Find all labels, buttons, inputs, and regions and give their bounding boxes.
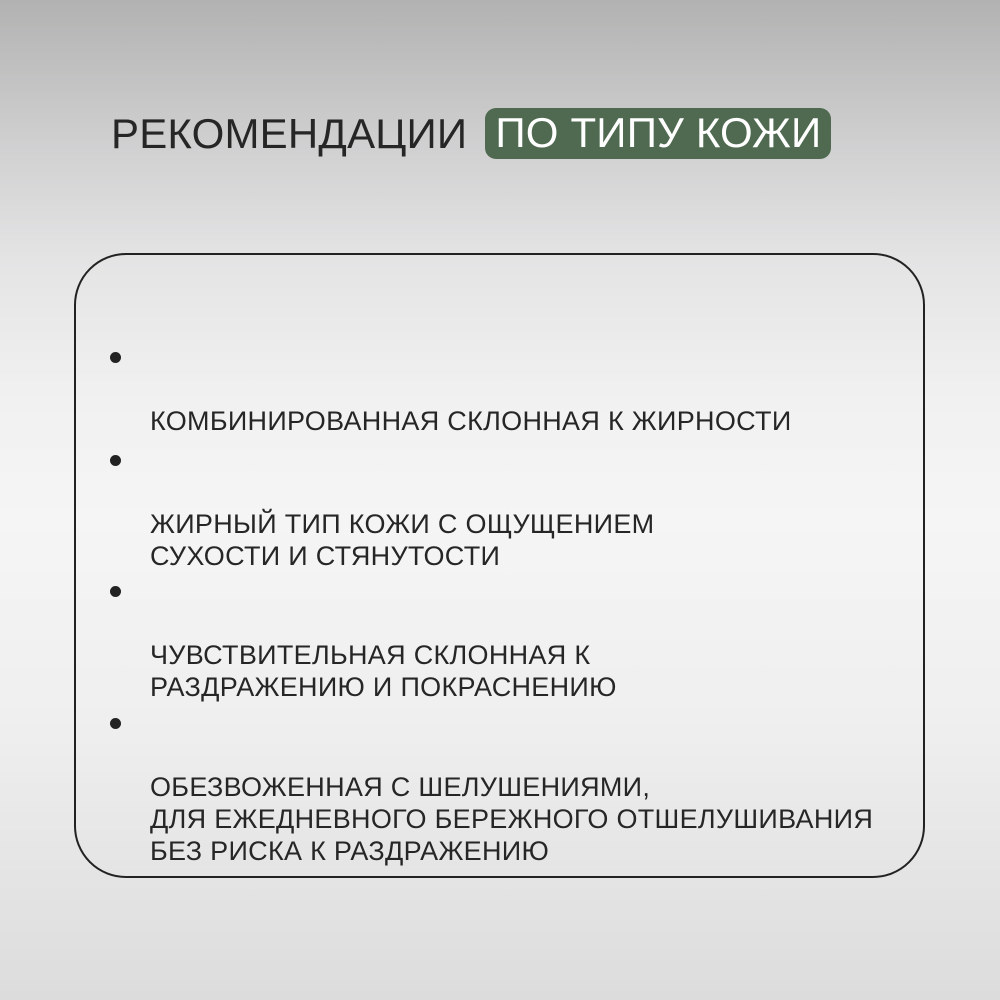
bullet-dot-icon	[110, 718, 121, 729]
list-item-text: ОБЕЗВОЖЕННАЯ С ШЕЛУШЕНИЯМИ, ДЛЯ ЕЖЕДНЕВНОГО БЕРЕЖНОГО ОТШЕЛУШИВАНИЯ БЕЗ РИСКА К РАЗДРАЖЕНИЮ	[150, 772, 874, 866]
list-item	[150, 575, 617, 703]
bullet-dot-icon	[110, 586, 121, 597]
title-highlight-badge: ПО ТИПУ КОЖИ	[485, 108, 831, 159]
list-item	[150, 707, 873, 867]
bullet-dot-icon	[110, 352, 121, 363]
list-item-text: ЧУВСТВИТЕЛЬНАЯ СКЛОННАЯ К РАЗДРАЖЕНИЮ И ПОКРАСНЕНИЮ	[150, 640, 617, 702]
list-item-text: КОМБИНИРОВАННАЯ СКЛОННАЯ К ЖИРНОСТИ	[150, 406, 792, 436]
list-item	[150, 341, 792, 437]
page-header	[111, 108, 831, 159]
list-item	[150, 444, 654, 572]
recommendations-card	[74, 253, 925, 878]
page-title: РЕКОМЕНДАЦИИ	[111, 109, 468, 157]
list-item-text: ЖИРНЫЙ ТИП КОЖИ С ОЩУЩЕНИЕМ СУХОСТИ И СТЯНУТОСТИ	[150, 509, 655, 571]
bullet-dot-icon	[110, 455, 121, 466]
